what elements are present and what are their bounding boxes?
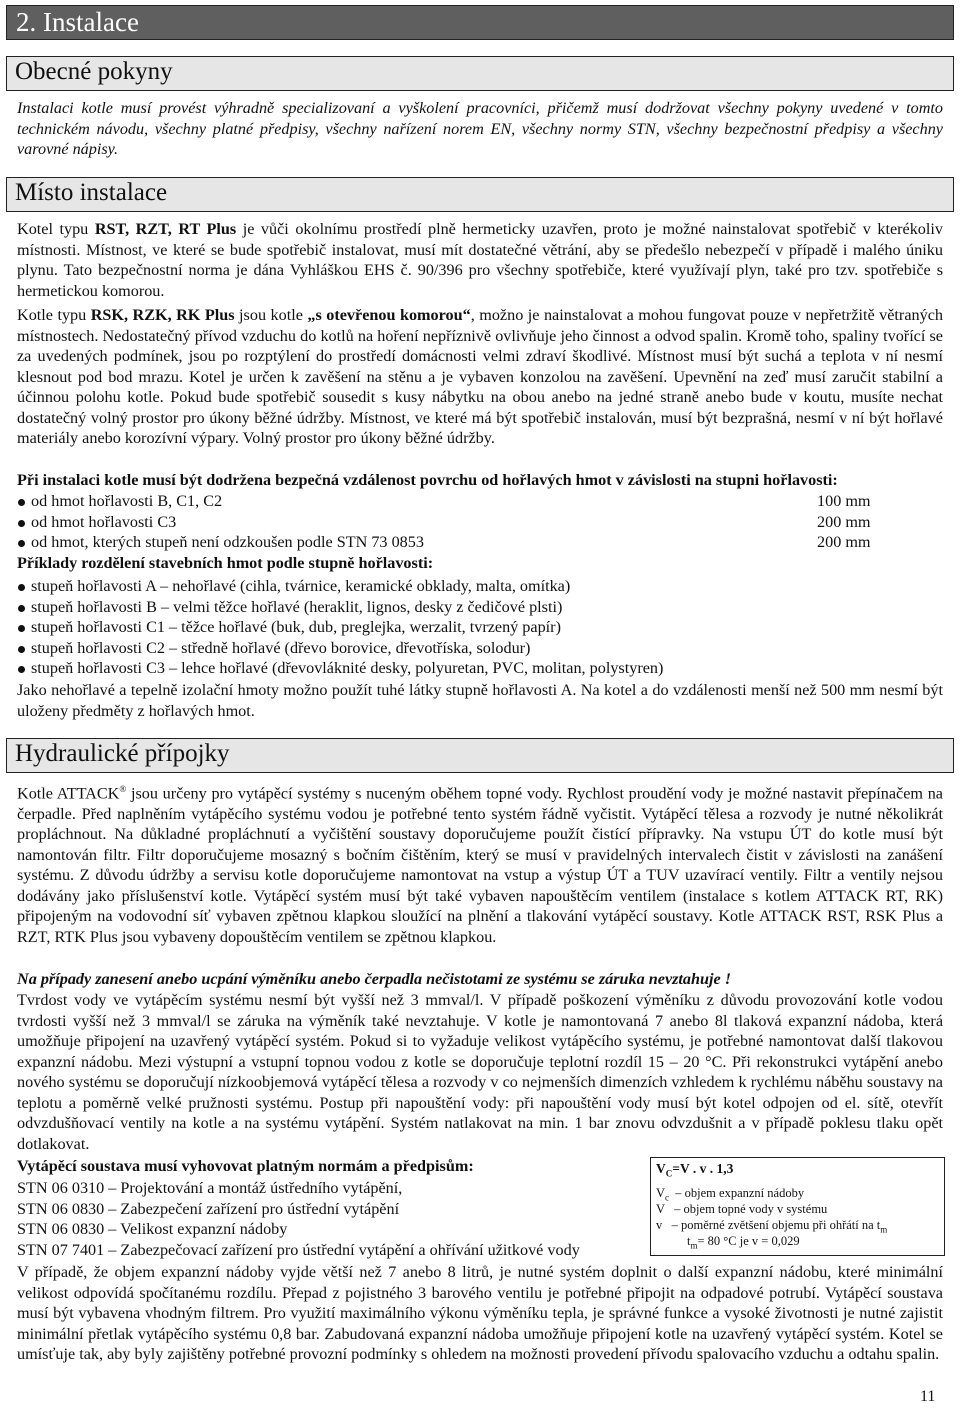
text-run-bold: Příklady rozdělení stavebních hmot podle stupně hořlavosti:	[17, 554, 434, 572]
text-run: je vůči okolnímu prostředí plně hermeticky uzavřen, proto je možné nainstalovat spotřebič v kterékoliv místnosti. Místnost, ve které se bude spotřebič instalovat, musí mít dostatečné větrání, aby se předešlo nebezpečí v případě i malého úniku plynu. Tato bezpečnostní norma je dána Vyhláškou EHS č. 90/396 pro všechny spotřebiče, které využívají plyn, také pro tzv. spotřebiče s hermetickou komorou.	[17, 220, 943, 300]
section-title: Místo instalace	[15, 179, 168, 206]
text-run: jsou určeny pro vytápěcí systémy s nuceným oběhem topné vody. Rychlost proudění vody je možné nastavit přepínačem na čerpadle. Před naplněním vytápěcího systému vodou je potřebné tento systém řádně vyčistit. Vytápěcí tělesa a rozvody je nutné několikrát propláchnout. Na důkladné propláchnutí a vyčištění soustavy doporučujeme použít čistící přípravky. Na vstupu ÚT do kotle musí být namontován filtr. Filtr doporučujeme mosazný s bočním čištěním, který se musí v pravidelných intervalech čistit v závislosti na zanášení systému. Z důvodu údržby a servisu kotle doporučujeme namontovat na vstup a výstup ÚT a TUV uzavírací ventily. Filtr a ventily nejsou dodávány jako příslušenství kotle. Vytápěcí systém musí být také vybaven napouštěcím ventilem (instalace s kotlem ATTACK RT, RK) připojeným na vodovodní síť vybaven zpětnou klapkou sloužící na plnění a tlakování vytápěcí soustavy. Kotle ATTACK RST, RSK Plus a RZT, RTK Plus jsou vybaveny dopouštěcím ventilem se zpětnou klapkou.	[17, 784, 943, 946]
list-item	[17, 491, 887, 512]
formula-main	[656, 1161, 733, 1182]
formula-legend-line: V – objem topné vody v systému	[656, 1202, 828, 1216]
formula-subscript: C	[665, 1168, 673, 1179]
legend-text: – objem expanzní nádoby	[669, 1186, 805, 1200]
legend-subscript: m	[690, 1240, 698, 1251]
text-run-bold: „s otevřenou komorou“	[307, 306, 471, 324]
norm-item: STN 06 0830 – Velikost expanzní nádoby	[17, 1220, 288, 1239]
norm-item: STN 06 0830 – Zabezpečení zařízení pro ústřední vytápění	[17, 1199, 400, 1218]
warranty-warning	[17, 969, 943, 990]
legend-text: = 80 °C je v = 0,029	[697, 1234, 800, 1248]
norm-item: STN 07 7401 – Zabezpečovací zařízení pro ústřední vytápění a ohřívání užitkové vody	[17, 1240, 580, 1259]
text-run: , možno je nainstalovat a mohou fungovat pouze v nepřetržitě větraných místnostech. Nedostatečný přívod vzduchu do kotlů na hoření nepříznivě ovlivňuje jeho činnost a odvod spalin. Kromě toho, spaliny tvořící se za uvedených podmínek, jsou po rozptýlení do prostředí domácnosti velmi zdraví škodlivé. Místnost musí být suchá a teplota v ní nesmí klesnout pod bod mrazu. Kotel je určen k zavěšení na stěnu a je vybaven konzolou na zavěšení. Upevnění na zeď musí zaručit stabilní a účinnou polohu kotle. Pokud bude spotřebič sousedit s kusy nábytku na obou anebo na jedné straně anebo bude v koutu, musíte nechat dostatečný volný prostor pro úkony běžné údržby. Místnost, ve které má být spotřebič instalován, musí být bezprašná, nesmí v ní být hořlavé materiály anebo korozívní výpary. Volný prostor pro úkony běžné údržby.	[17, 306, 943, 447]
norms-heading	[17, 1156, 637, 1177]
list-item: stupeň hořlavosti C2 – středně hořlavé (dřevo borovice, dřevotříska, solodur)	[17, 638, 887, 659]
chapter-header	[6, 5, 954, 40]
safe-distance-heading	[17, 470, 943, 491]
section-obecne-pokyny-box	[6, 56, 954, 91]
distance-value: 100 mm	[817, 492, 871, 510]
text-run: jsou kotle	[234, 306, 308, 324]
hydraulic-paragraph-1	[17, 779, 943, 947]
installation-place-paragraph-1	[17, 219, 943, 301]
list-item: stupeň hořlavosti A – nehořlavé (cihla, tvárnice, keramické obklady, malta, omítka)	[17, 576, 887, 597]
legend-subscript: m	[880, 1224, 888, 1235]
section-title: Obecné pokyny	[15, 58, 173, 85]
text-run-bold: Při instalaci kotle musí být dodržena bezpečná vzdálenost povrchu od hořlavých hmot v závislosti na stupni hořlavosti:	[17, 471, 838, 489]
legend-symbol: t	[687, 1234, 691, 1248]
page-number: 11	[920, 1388, 936, 1405]
text-run-bold: Vytápěcí soustava musí vyhovovat platným normám a předpisům:	[17, 1157, 474, 1175]
list-item: stupeň hořlavosti C1 – těžce hořlavé (buk, dub, preglejka, werzalit, tvrzený papír)	[17, 617, 887, 638]
legend-symbol: V	[656, 1186, 666, 1200]
formula-expression: =V . v . 1,3	[672, 1161, 734, 1176]
section-hydraulicke-pripojky-box	[6, 738, 954, 773]
legend-text: v – poměrné zvětšení objemu při ohřátí na t	[656, 1218, 881, 1232]
formula-symbol: V	[656, 1161, 666, 1176]
distance-value: 200 mm	[817, 512, 871, 531]
expansion-formula-box	[650, 1157, 945, 1256]
norms-list	[17, 1178, 670, 1260]
hydraulic-paragraph-2: Tvrdost vody ve vytápěcím systému nesmí být vyšší než 3 mmval/l. V případě poškození výměníku z důvodu provozování kotle vodou tvrdosti vyšší než 3 mmval/l se záruka na výměník také nevztahuje. V kotle je namontovaná 7 anebo 8l tlaková expanzní nádoba, která umožňuje připojení na uzavřený vytápěcí systém. Pokud si to vyžaduje velikost vytápěcího systému, je potřebné namontovat další tlakovou expanzní nádobu. Mezi výstupní a vstupní topnou vodou z kotle se doporučuje teplotní rozdíl 15 – 20 °C. Při rekonstrukci vytápění anebo nového systému se doporučují nízkoobjemová vytápěcí tělesa a rozvody v co nejmenších dimenzích vzhledem k rychlému náběhu soustavy na teplotu a poměrně velké pružnosti systému. Postup při napouštění vody: při napouštění vody musí být kotel odpojen od el. sítě, otevřít odvzdušňovací ventily na kotle a na systému vytápění. Systém natlakovat na min. 1 bar znovu odvzdušnit a v případě poklesu tlaku opět dotlakovat.	[17, 991, 943, 1153]
distance-value: 200 mm	[817, 533, 871, 552]
chapter-title: 2. Instalace	[16, 7, 139, 37]
text-run-bold: RST, RZT, RT Plus	[94, 220, 237, 238]
list-item	[17, 532, 887, 553]
distance-label: od hmot hořlavosti B, C1, C2	[31, 492, 223, 510]
nonflammable-paragraph: Jako nehořlavé a tepelně izolační hmoty možno použít tuhé látky stupně hořlavosti A. Na kotel a do vzdálenosti menší než 500 mm nesmí být uloženy předměty z hořlavých hmot.	[17, 681, 943, 720]
distance-label: od hmot hořlavosti C3	[31, 512, 177, 531]
norm-item: STN 06 0310 – Projektování a montáž ústředního vytápění,	[17, 1179, 403, 1197]
hydraulic-paragraph-3: V případě, že objem expanzní nádoby vyjde větší než 7 anebo 8 litrů, je nutné systém doplnit o další expanzní nádobu, které minimální velikost odpovídá spočítanému rozdílu. Přepad z pojistného 3 barového ventilu je potřebné připojit na odpadové potrubí. Vytápěcí soustava musí být vybavena vhodným filtrem. Pro využití maximálního výkonu výměníku tepla, je správné funkce a vysoké životnosti je nutné zajistit minimální přetlak vytápěcího systému 0,8 bar. Zabudovaná expanzní nádoba umožňuje připojení kotle na uzavřený vytápěcí systém. Kotel se umísťuje tak, aby byly zajištěny potřebné provozní podmínky s ohledem na možnosti provedení přívodu spalovacího vzduchu a odtahu spalin.	[17, 1263, 943, 1363]
registered-mark: ®	[119, 784, 127, 794]
installation-place-paragraph-2	[17, 305, 943, 449]
section-title: Hydraulické přípojky	[15, 740, 230, 767]
list-item: stupeň hořlavosti B – velmi těžce hořlavé (heraklit, lignos, desky z čedičové plsti)	[17, 597, 887, 618]
flammability-heading	[17, 553, 943, 574]
list-item: stupeň hořlavosti C3 – lehce hořlavé (dřevovláknité desky, polyuretan, PVC, molitan, polystyren)	[17, 658, 887, 679]
list-item	[17, 512, 887, 533]
formula-legend-line	[687, 1234, 800, 1254]
text-run: Kotel typu	[17, 220, 95, 238]
distance-list	[17, 491, 887, 553]
text-run: Kotle typu	[17, 306, 91, 324]
legend-subscript: c	[665, 1192, 670, 1203]
section-misto-instalace-box	[6, 177, 954, 212]
text-run-bold: RSK, RZK, RK Plus	[90, 306, 235, 324]
text-run: Kotle ATTACK	[17, 784, 120, 803]
general-instructions-paragraph: Instalaci kotle musí provést výhradně specializovaní a vyškolení pracovníci, přičemž musí dodržovat všechny pokyny uvedené v tomto technickém návodu, všechny platné předpisy, všechny nařízení norem EN, všechny normy STN, všechny bezpečnostní předpisy a všechny varovné nápisy.	[17, 99, 943, 158]
distance-label: od hmot, kterých stupeň není odzkoušen podle STN 73 0853	[31, 533, 424, 552]
text-run-bold-italic: Na případy zanesení anebo ucpání výměníku anebo čerpadla nečistotami ze systému se záruka nevztahuje !	[17, 970, 732, 988]
flammability-list	[17, 576, 887, 679]
